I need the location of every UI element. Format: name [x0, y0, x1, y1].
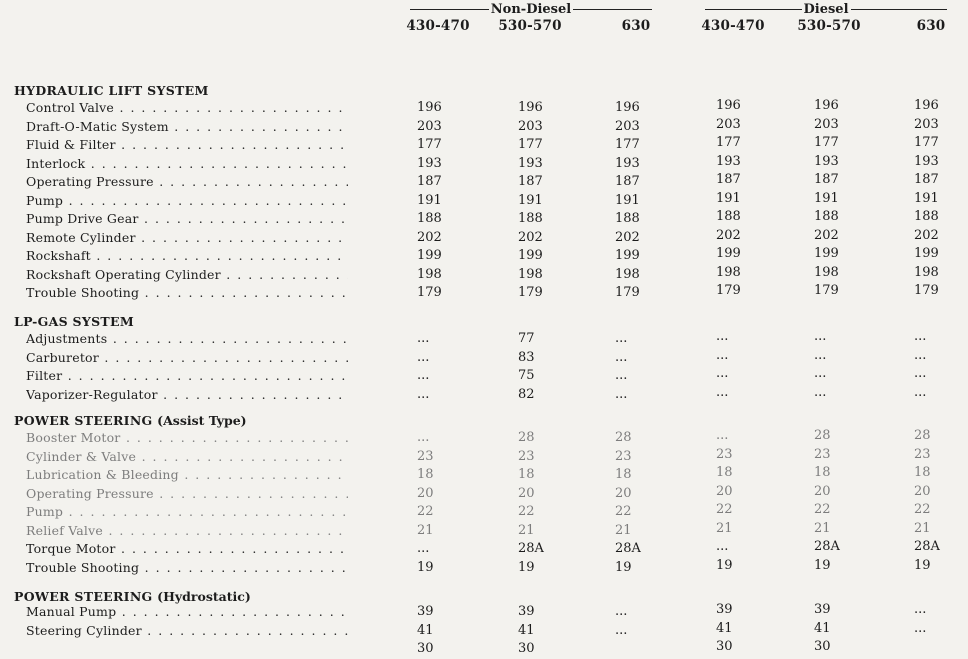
page-number-cell: 41	[716, 620, 733, 636]
page-number-cell: 187	[615, 174, 640, 189]
row-label: Torque Motor . . .	[26, 541, 348, 556]
page-number-cell: 28A	[518, 541, 544, 556]
page-number-cell: 39	[814, 602, 831, 617]
page-number-cell: 202	[814, 227, 839, 243]
page-number-cell: 20	[615, 485, 632, 501]
page-number-cell: 199	[615, 248, 640, 263]
group-title: Non-Diesel	[490, 1, 572, 17]
page-number-cell: 177	[814, 135, 839, 150]
page-number-cell: 21	[716, 520, 733, 536]
page-number-cell: 188	[914, 209, 939, 224]
page-number-cell: 198	[518, 266, 543, 282]
page-number-cell: 196	[417, 100, 442, 115]
group-rule-right	[573, 9, 652, 10]
page-number-cell: 39	[417, 604, 434, 619]
page-number-cell: 28	[914, 428, 931, 443]
page-number-cell: 179	[518, 285, 543, 300]
page-number-cell: 203	[716, 116, 741, 132]
page-number-cell: ...	[615, 368, 628, 383]
page-number-cell: 22	[518, 504, 535, 519]
table-row	[0, 331, 968, 349]
page-number-cell: 21	[615, 522, 632, 538]
page-number-cell: 20	[914, 483, 931, 499]
page-number-cell: 196	[814, 98, 839, 113]
page-number-cell: 177	[417, 137, 442, 152]
page-number-cell: ...	[417, 349, 430, 365]
page-number-cell: ...	[615, 331, 628, 346]
table-row	[0, 467, 968, 485]
table-row	[0, 641, 968, 659]
page-number-cell: 187	[716, 172, 741, 187]
page-number-cell: ...	[814, 347, 827, 363]
table-row	[0, 483, 968, 504]
page-number-cell: 19	[814, 557, 831, 573]
page-number-cell: 202	[914, 227, 939, 243]
table-row	[0, 227, 968, 248]
page-number-cell: ...	[417, 541, 430, 556]
page-number-cell: 179	[417, 285, 442, 300]
page-number-cell: ...	[417, 331, 430, 346]
page-number-cell: 188	[814, 209, 839, 224]
page-number-cell: 191	[716, 190, 741, 206]
column-header: 430-470	[406, 18, 470, 34]
table-row	[0, 116, 968, 137]
page-number-cell: 196	[615, 100, 640, 115]
group-rule-left	[705, 9, 802, 10]
page-number-cell: 28	[615, 430, 632, 445]
table-row	[0, 520, 968, 541]
page-number-cell: 187	[518, 174, 543, 189]
page-number-cell: 203	[615, 118, 640, 134]
row-label: Booster Motor . . .	[26, 430, 348, 445]
page-number-cell: 18	[615, 467, 632, 482]
page-number-cell: 199	[914, 246, 939, 261]
row-label: Relief Valve . . .	[26, 523, 348, 538]
page-number-cell: 188	[615, 211, 640, 226]
page-number-cell: 22	[615, 504, 632, 519]
page-number-cell: 191	[814, 190, 839, 206]
page-number-cell: 21	[417, 522, 434, 538]
page-number-cell: 179	[814, 283, 839, 298]
page-number-cell: 179	[716, 283, 741, 298]
page-number-cell: 20	[417, 485, 434, 501]
section-title	[14, 83, 209, 98]
page-number-cell: 20	[814, 483, 831, 499]
page-number-cell: 191	[615, 192, 640, 208]
row-label: Control Valve . . .	[26, 100, 348, 115]
page-number-cell: 22	[716, 502, 733, 517]
page-number-cell: 30	[716, 639, 733, 654]
page-number-cell: 39	[716, 602, 733, 617]
page-number-cell: 18	[518, 467, 535, 482]
page-number-cell: 188	[518, 211, 543, 226]
page-number-cell: 199	[518, 248, 543, 263]
page-number-cell: 23	[615, 448, 632, 464]
page-number-cell: 188	[716, 209, 741, 224]
page-number-cell: 41	[417, 622, 434, 638]
row-label: Operating Pressure . . .	[26, 486, 348, 501]
page-number-cell: 187	[914, 172, 939, 187]
page-number-cell: ...	[417, 430, 430, 445]
page-number-cell: ...	[716, 329, 729, 344]
table-row	[0, 504, 968, 522]
page-number-cell: 22	[914, 502, 931, 517]
page-number-cell: 177	[914, 135, 939, 150]
row-label: Draft-O-Matic System . . .	[26, 119, 348, 134]
page-number-cell: 203	[814, 116, 839, 132]
page-number-cell: ...	[716, 428, 729, 443]
group-title: Diesel	[803, 1, 849, 17]
page-number-cell: 191	[417, 192, 442, 208]
table-row	[0, 211, 968, 229]
page-number-cell: 177	[615, 137, 640, 152]
table-row	[0, 174, 968, 192]
page-number-cell: 198	[615, 266, 640, 282]
page-number-cell: 188	[417, 211, 442, 226]
page-number-cell: ...	[914, 329, 927, 344]
page-number-cell: 23	[716, 446, 733, 462]
page-number-cell: 198	[914, 264, 939, 280]
page-number-cell: ...	[615, 622, 628, 638]
section-subtitle: (Hydrostatic)	[157, 589, 251, 604]
page-number-cell: 187	[814, 172, 839, 187]
page-number-cell: 203	[914, 116, 939, 132]
page-number-cell: 22	[814, 502, 831, 517]
table-row	[0, 368, 968, 386]
row-label: Trouble Shooting . . .	[26, 285, 348, 300]
page-number-cell: 41	[814, 620, 831, 636]
page-number-cell: 196	[518, 100, 543, 115]
row-label: Rockshaft . . .	[26, 248, 348, 263]
table-row	[0, 446, 968, 467]
page-number-cell: 179	[914, 283, 939, 298]
page-number-cell: 187	[417, 174, 442, 189]
page-number-cell: 30	[417, 641, 434, 656]
page-number-cell: 18	[716, 465, 733, 480]
page-number-cell: 22	[417, 504, 434, 519]
row-label: Filter . . .	[26, 368, 348, 383]
page-number-cell: ...	[417, 386, 430, 402]
page-number-cell: ...	[914, 347, 927, 363]
page-number-cell: 82	[518, 386, 535, 402]
group-header-diesel	[705, 0, 947, 18]
row-label: Fluid & Filter . . .	[26, 137, 348, 152]
section-title-text: POWER STEERING	[14, 589, 153, 604]
page-number-cell: 19	[615, 559, 632, 575]
page-number-cell: 203	[518, 118, 543, 134]
page-number-cell: 19	[417, 559, 434, 575]
table-row	[0, 557, 968, 578]
row-label: Interlock . . .	[26, 156, 348, 171]
page-number-cell: ...	[914, 602, 927, 617]
page-number-cell: 198	[814, 264, 839, 280]
page-number-cell: 18	[814, 465, 831, 480]
page-number-cell: 193	[615, 155, 640, 171]
page-number-cell: 202	[518, 229, 543, 245]
page-number-cell: 21	[518, 522, 535, 538]
page-number-cell: ...	[417, 368, 430, 383]
page-number-cell: 191	[914, 190, 939, 206]
table-row	[0, 620, 968, 641]
row-label: Vaporizer-Regulator . . .	[26, 387, 348, 402]
page-number-cell: 193	[417, 155, 442, 171]
row-label: Lubrication & Bleeding . . .	[26, 467, 348, 482]
section-title	[14, 413, 247, 428]
page-number-cell: 202	[716, 227, 741, 243]
page-number-cell: 30	[518, 641, 535, 656]
page-number-cell: 20	[518, 485, 535, 501]
column-header: 530-570	[498, 18, 562, 34]
row-label: Manual Pump . . .	[26, 604, 348, 619]
page-number-cell: 193	[814, 153, 839, 169]
page-number-cell: 177	[716, 135, 741, 150]
page-number-cell: 196	[716, 98, 741, 113]
page-number-cell: 198	[417, 266, 442, 282]
page-number-cell: 193	[716, 153, 741, 169]
section-title-text: LP-GAS SYSTEM	[14, 314, 134, 329]
section-subtitle: (Assist Type)	[157, 413, 247, 428]
row-label: Adjustments . . .	[26, 331, 348, 346]
row-label: Pump Drive Gear . . .	[26, 211, 348, 226]
page-number-cell: 202	[615, 229, 640, 245]
group-rule-left	[410, 9, 489, 10]
table-row	[0, 137, 968, 155]
page-number-cell: 199	[417, 248, 442, 263]
table-row	[0, 100, 968, 118]
page-number-cell: 23	[914, 446, 931, 462]
page-number-cell: ...	[914, 366, 927, 381]
table-row	[0, 430, 968, 448]
row-label: Carburetor . . .	[26, 350, 348, 365]
page-number-cell: ...	[716, 366, 729, 381]
page-number-cell: 19	[716, 557, 733, 573]
row-label: Remote Cylinder . . .	[26, 230, 348, 245]
page-number-cell: ...	[615, 349, 628, 365]
table-row	[0, 248, 968, 266]
page-number-cell: 23	[814, 446, 831, 462]
page-number-cell: 179	[615, 285, 640, 300]
page-number-cell: 18	[914, 465, 931, 480]
page-number-cell: 199	[814, 246, 839, 261]
table-row	[0, 604, 968, 622]
page-number-cell: 23	[518, 448, 535, 464]
table-row	[0, 347, 968, 368]
page-number-cell: 28A	[814, 539, 840, 554]
page-number-cell: 21	[914, 520, 931, 536]
page-number-cell: 19	[518, 559, 535, 575]
row-label: Steering Cylinder . . .	[26, 623, 348, 638]
column-header: 630	[621, 18, 651, 34]
page-number-cell: 28A	[914, 539, 940, 554]
page-number-cell: 199	[716, 246, 741, 261]
page-number-cell: 30	[814, 639, 831, 654]
table-row	[0, 541, 968, 559]
group-rule-right	[851, 9, 948, 10]
page-number-cell: ...	[716, 347, 729, 363]
row-label: Trouble Shooting . . .	[26, 560, 348, 575]
section-title	[14, 314, 134, 329]
page-number-cell: ...	[716, 384, 729, 400]
page-number-cell: 83	[518, 349, 535, 365]
page-number-cell: ...	[615, 604, 628, 619]
table-row	[0, 264, 968, 285]
row-label: Rockshaft Operating Cylinder . . .	[26, 267, 348, 282]
page-number-cell: 193	[914, 153, 939, 169]
page-number-cell: 202	[417, 229, 442, 245]
column-header: 530-570	[797, 18, 861, 34]
column-header: 430-470	[701, 18, 765, 34]
row-label: Cylinder & Valve . . .	[26, 449, 348, 464]
section-title-text: HYDRAULIC LIFT SYSTEM	[14, 83, 209, 98]
table-row	[0, 190, 968, 211]
page-number-cell: ...	[814, 384, 827, 400]
page-number-cell: 20	[716, 483, 733, 499]
table-row	[0, 384, 968, 405]
page-number-cell: ...	[914, 620, 927, 636]
page-number-cell: 28	[814, 428, 831, 443]
page-number-cell: ...	[914, 384, 927, 400]
column-header: 630	[916, 18, 946, 34]
row-label: Pump . . .	[26, 193, 348, 208]
page-number-cell: 196	[914, 98, 939, 113]
section-title	[14, 589, 251, 604]
page-number-cell: 39	[518, 604, 535, 619]
page-number-cell: 77	[518, 331, 535, 346]
page-number-cell: 21	[814, 520, 831, 536]
row-label: Operating Pressure . . .	[26, 174, 348, 189]
page-number-cell: 28	[518, 430, 535, 445]
table-row	[0, 285, 968, 303]
page-number-cell: 41	[518, 622, 535, 638]
page-number-cell: ...	[615, 386, 628, 402]
page-number-cell: 203	[417, 118, 442, 134]
page-number-cell: 75	[518, 368, 535, 383]
page-number-cell: 191	[518, 192, 543, 208]
page-number-cell: 28A	[615, 541, 641, 556]
page-number-cell: 193	[518, 155, 543, 171]
page-number-cell: 177	[518, 137, 543, 152]
row-label: Pump . . .	[26, 504, 348, 519]
page-number-cell: 198	[716, 264, 741, 280]
group-header-non-diesel	[410, 0, 652, 18]
page-number-cell: ...	[814, 329, 827, 344]
section-title-text: POWER STEERING	[14, 413, 153, 428]
page-number-cell: 18	[417, 467, 434, 482]
page-number-cell: 19	[914, 557, 931, 573]
page-number-cell: ...	[716, 539, 729, 554]
table-row	[0, 153, 968, 174]
page-number-cell: 23	[417, 448, 434, 464]
page-number-cell: ...	[814, 366, 827, 381]
